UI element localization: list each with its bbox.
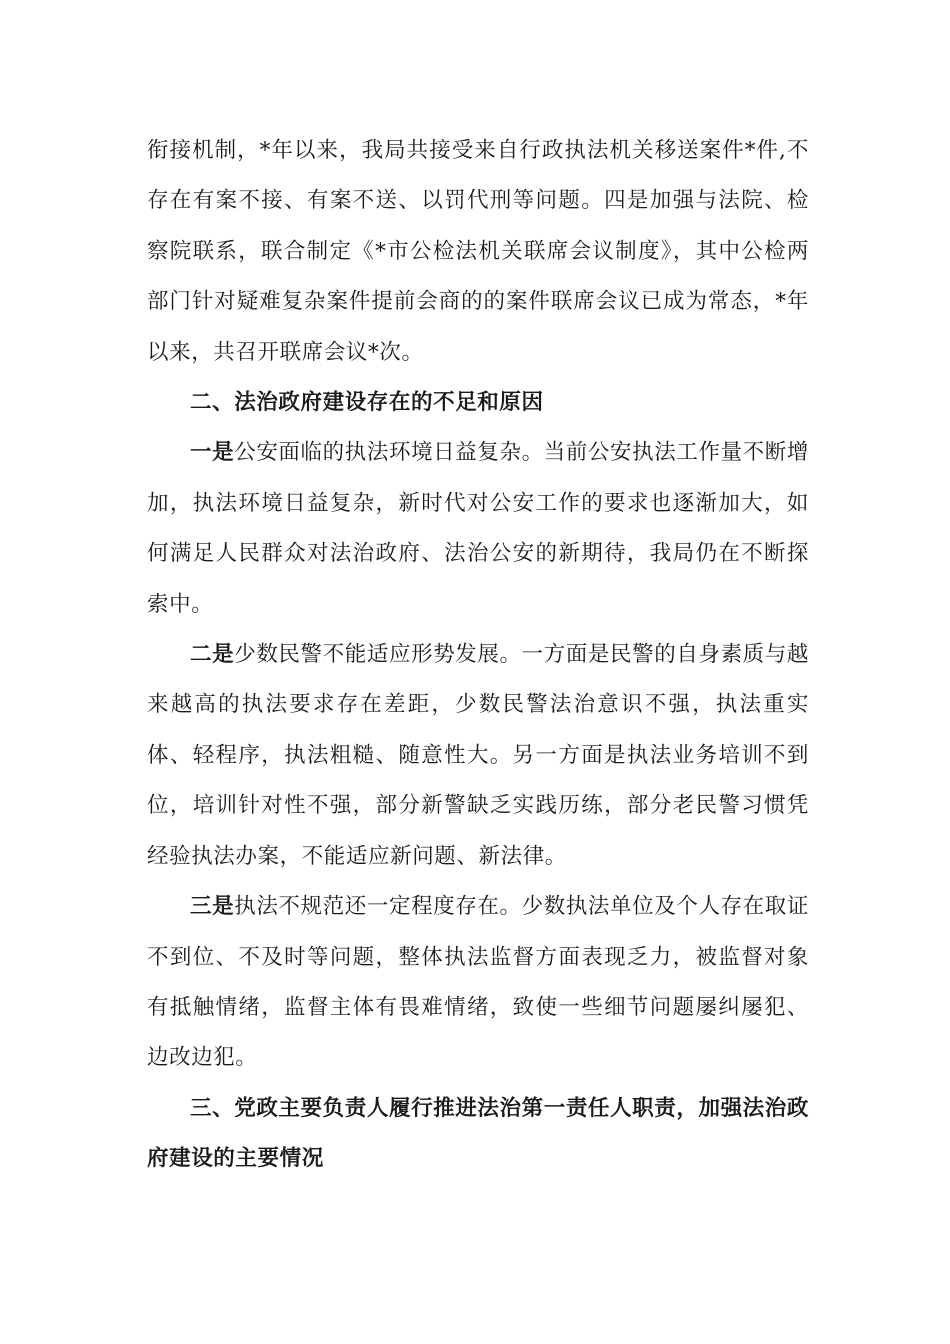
- point-paragraph-1: [147, 428, 809, 630]
- point-text-2: 少数民警不能适应形势发展。一方面是民警的自身素质与越来越高的执法要求存在差距，少数民警法治意识不强，执法重实体、轻程序，执法粗糙、随意性大。另一方面是执法业务培训不到位，培训针对性不强，部分新警缺乏实践历练，部分老民警习惯凭经验执法办案，不能适应新问题、新法律。: [147, 642, 809, 869]
- point-text-1: 公安面临的执法环境日益复杂。当前公安执法工作量不断增加，执法环境日益复杂，新时代对公安工作的要求也逐渐加大，如何满足人民群众对法治政府、法治公安的新期待，我局仍在不断探索中。: [147, 440, 809, 617]
- point-lead-3: 三是: [190, 894, 235, 920]
- section-heading-3: 三、党政主要负责人履行推进法治第一责任人职责，加强法治政府建设的主要情况: [147, 1095, 809, 1172]
- point-lead-1: 一是: [190, 440, 235, 466]
- point-lead-2: 二是: [190, 642, 235, 668]
- continuation-paragraph: 衔接机制，*年以来，我局共接受来自行政执法机关移送案件*件,不存在有案不接、有案不送、以罚代刑等问题。四是加强与法院、检察院联系，联合制定《*市公检法机关联席会议制度》，其中公检两部门针对疑难复杂案件提前会商的的案件联席会议已成为常态，*年以来，共召开联席会议*次。: [147, 138, 809, 365]
- point-text-3: 执法不规范还一定程度存在。少数执法单位及个人存在取证不到位、不及时等问题，整体执法监督方面表现乏力，被监督对象有抵触情绪，监督主体有畏难情绪，致使一些细节问题屡纠屡犯、边改边犯。: [147, 894, 809, 1071]
- point-paragraph-3: [147, 882, 809, 1084]
- point-paragraph-2: [147, 630, 809, 882]
- section-heading-2: 二、法治政府建设存在的不足和原因: [190, 390, 544, 416]
- document-page: [147, 126, 809, 1185]
